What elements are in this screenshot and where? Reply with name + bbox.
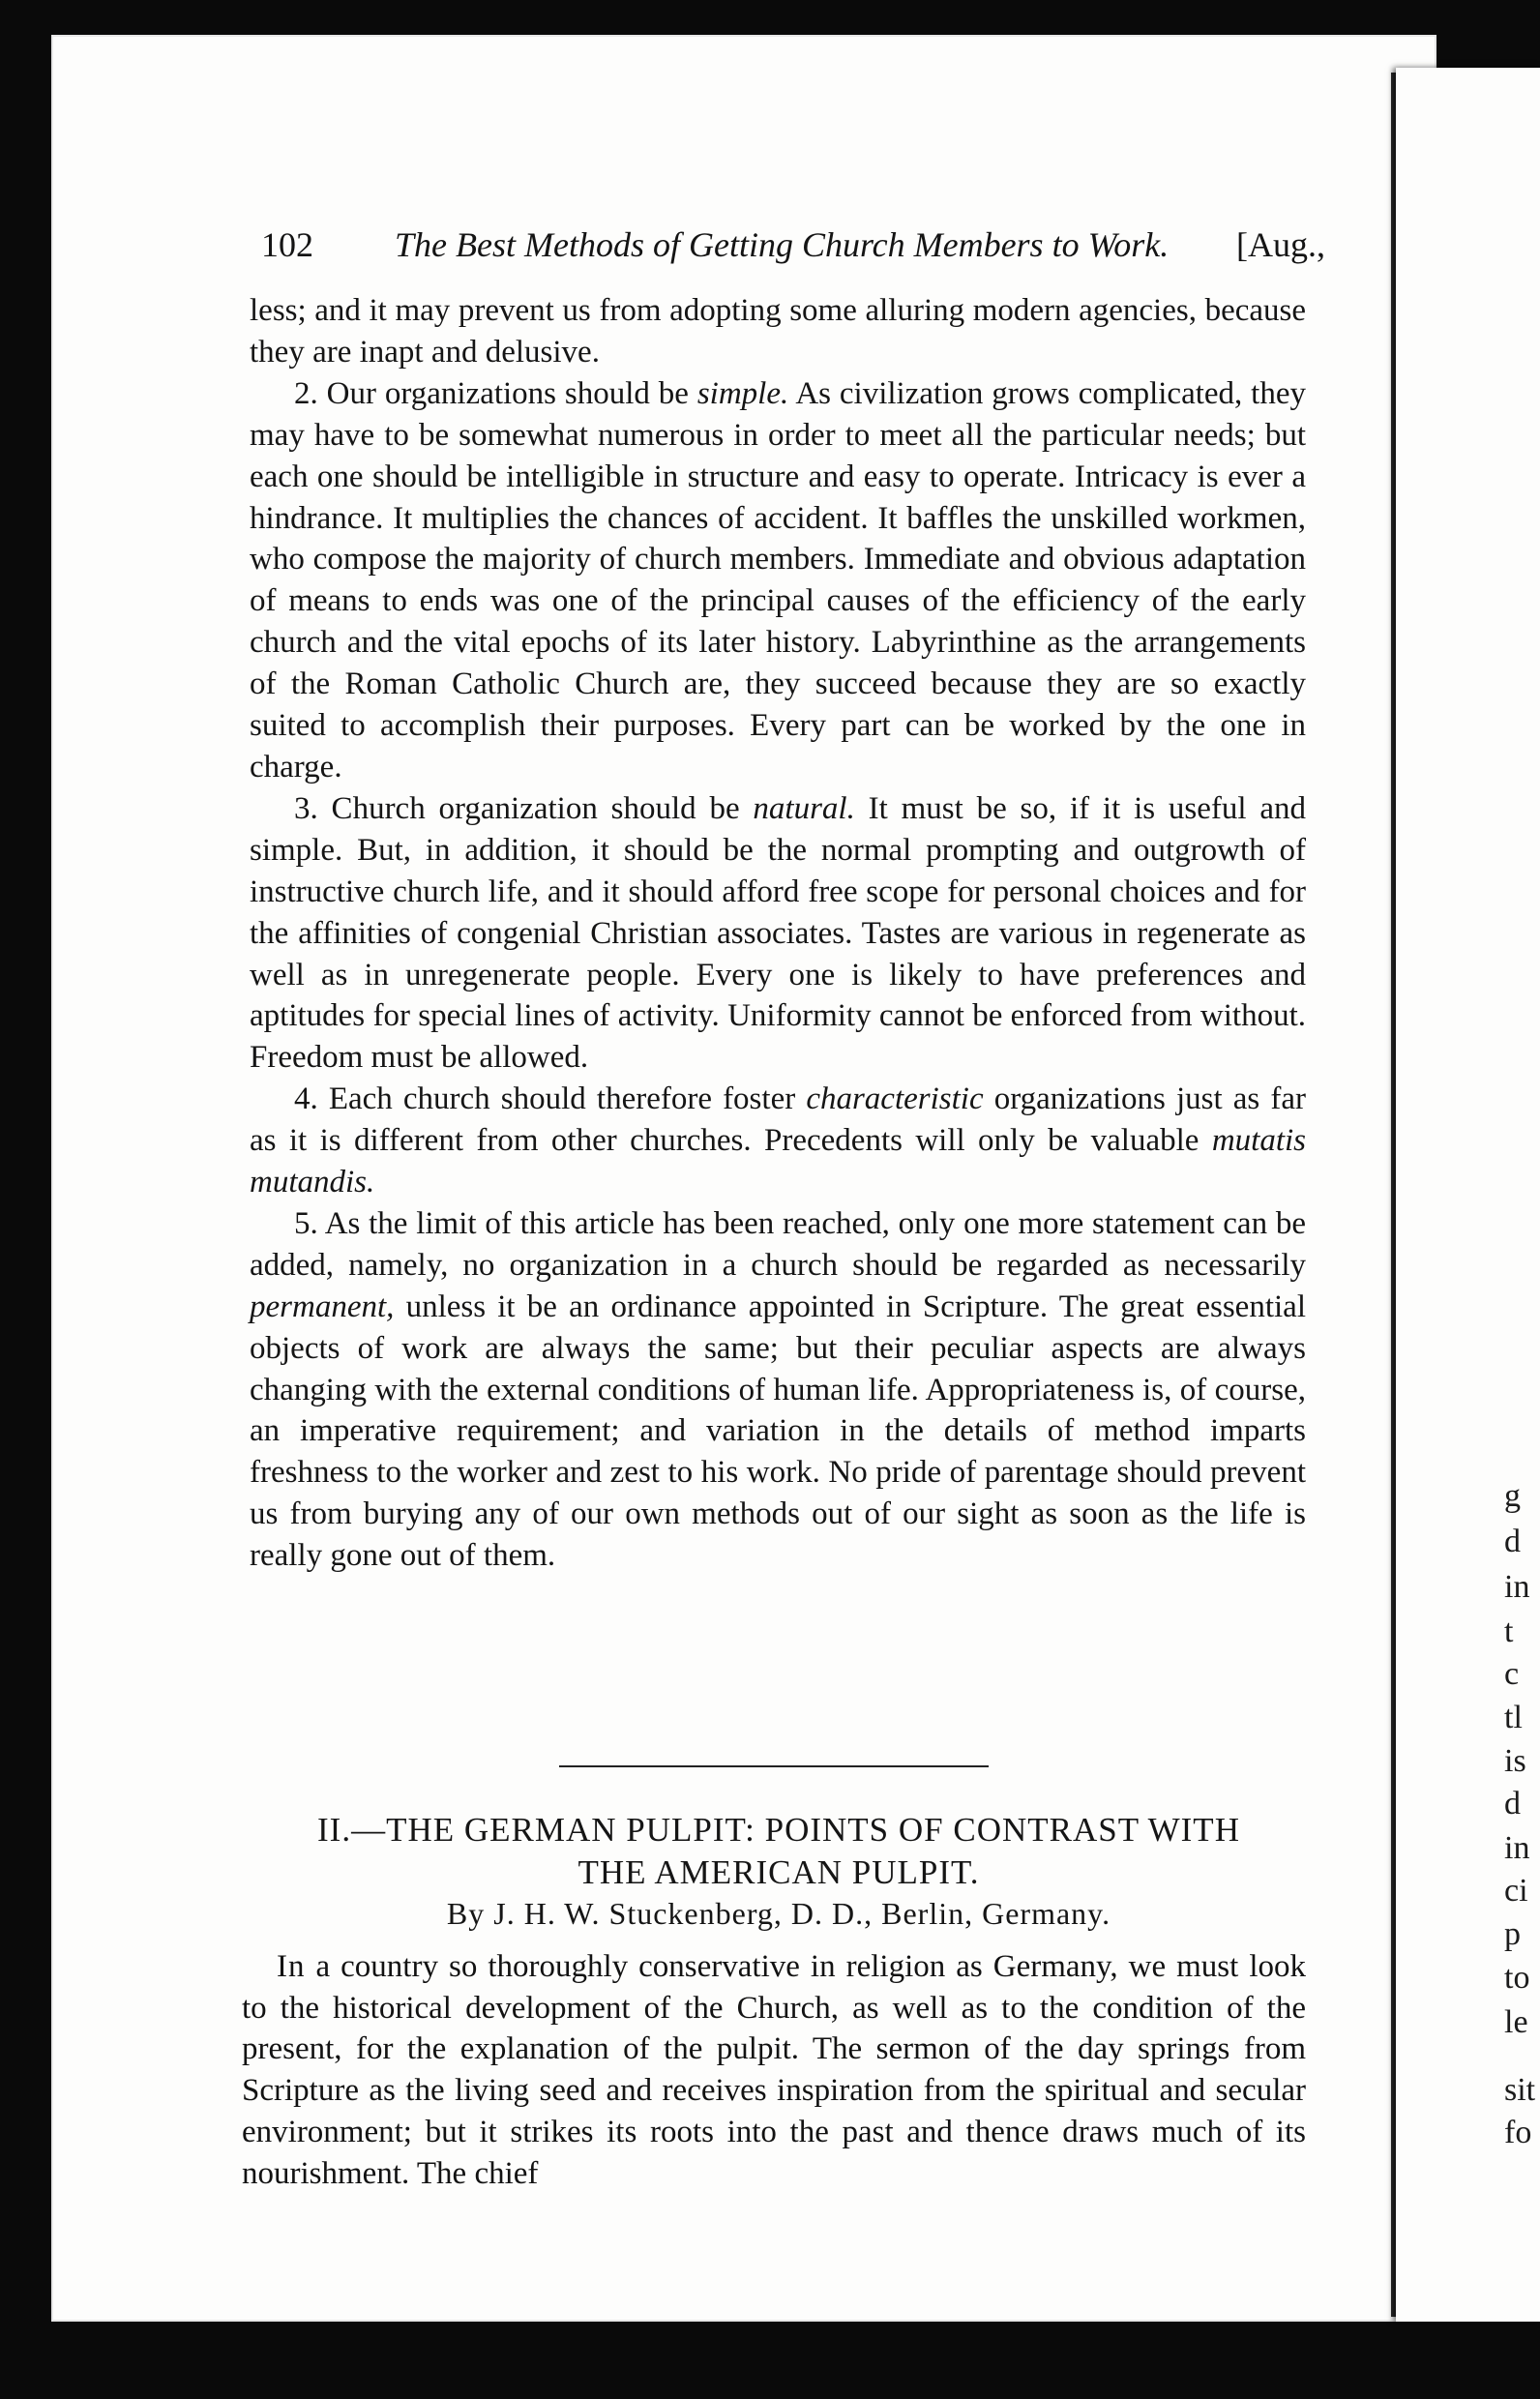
article-title-line-1: II.—THE GERMAN PULPIT: POINTS OF CONTRAST WITH [317, 1811, 1240, 1849]
article-continuation-text [250, 290, 1306, 1577]
emphasized-text: permanent, [250, 1288, 395, 1324]
lead-word: In [277, 1949, 306, 1984]
section-divider [559, 1765, 989, 1767]
adjacent-page-text-fragment: g [1504, 1478, 1521, 1514]
body-paragraph [250, 1079, 1306, 1203]
body-paragraph [250, 290, 1306, 373]
paragraph-text: 3. Church organization should be [294, 790, 754, 826]
adjacent-page-text-fragment: ci [1504, 1873, 1528, 1909]
body-paragraph [250, 788, 1306, 1079]
article-title [242, 1809, 1316, 1894]
article-byline: By J. H. W. Stuckenberg, D. D., Berlin, Germany. [446, 1896, 1111, 1931]
adjacent-page-text-fragment: in [1504, 1569, 1530, 1605]
paragraph-text: As civilization grows complicated, they may have to be somewhat numerous in order to meet all the particular needs; but each one should be intelligible in structure and easy to operate. Intricacy is ever a hindrance. It multiplies the chances of accident. It baffles the unskilled workmen, who compose the majority of church members. Immediate and obvious adaptation of means to ends was one of the principal causes of the efficiency of the early church and the vital epochs of its later history. Labyrinthine as the arrangements of the Roman Catholic Church are, they succeed because they are so exactly suited to accomplish their purposes. Every part can be worked by the one in charge. [250, 375, 1306, 785]
adjacent-page-text-fragment: fo [1504, 2115, 1532, 2150]
adjacent-page-text-fragment: in [1504, 1830, 1530, 1866]
adjacent-page-text-fragment: d [1504, 1786, 1521, 1821]
issue-month: [Aug., [1236, 225, 1325, 264]
running-header [261, 224, 1325, 273]
adjacent-page-text-fragment: tl [1504, 1700, 1523, 1735]
article-title-line-2: THE AMERICAN PULPIT. [578, 1853, 980, 1891]
emphasized-text: natural. [753, 790, 855, 826]
paragraph-text: organizations just as far as it is different from other churches. Precedents will only be valuable [250, 1081, 1306, 1159]
adjacent-page-text-fragment: t [1504, 1614, 1514, 1649]
paragraph-text: unless it be an ordinance appointed in Scripture. The great essential objects of work are always the same; but their peculiar aspects are always changing with the external conditions of human life. Appropriateness is, of course, an imperative requirement; and variation in the details of method imparts freshness to the worker and zest to his work. No pride of parentage should prevent us from burying any of our own methods out of our sight as soon as the life is really gone out of them. [250, 1288, 1306, 1574]
paragraph-text: 5. As the limit of this article has been reached, only one more statement can be added, namely, no organization in a church should be regarded as necessarily [250, 1205, 1306, 1283]
article-body [242, 1946, 1306, 2194]
adjacent-page-text-fragment: d [1504, 1524, 1521, 1559]
paragraph-text: less; and it may prevent us from adopting some alluring modern agencies, because they are inapt and delusive. [250, 293, 1306, 370]
page-number: 102 [261, 225, 313, 264]
adjacent-page-text-fragment: is [1504, 1743, 1526, 1779]
paragraph-text: 4. Each church should therefore foster [294, 1081, 807, 1117]
paragraph-text: 2. Our organizations should be [294, 375, 697, 411]
body-paragraph [250, 373, 1306, 788]
adjacent-page-text-fragment: c [1504, 1656, 1520, 1692]
paragraph-text: It must be so, if it is useful and simple. But, in addition, it should be the normal prompting and outgrowth of instructive church life, and it should afford free scope for personal choices and for the affinities of congenial Christian associates. Tastes are various in regenerate as well as in unregenerate people. Every one is likely to have preferences and aptitudes for special lines of activity. Uniformity cannot be enforced from without. Freedom must be allowed. [250, 790, 1306, 1076]
emphasized-text: simple. [696, 375, 789, 411]
running-title: The Best Methods of Getting Church Members to Work. [395, 225, 1170, 264]
emphasized-text: mutatis mutandis. [250, 1123, 1306, 1200]
article-body-text: a country so thoroughly conservative in religion as Germany, we must look to the historical development of the Church, as well as to the condition of the present, for the explanation of the pulpit. The sermon of the day springs from Scripture as the living seed and receives inspiration from the spiritual and secular environment; but it strikes its roots into the past and thence draws much of its nourishment. The chief [242, 1949, 1306, 2191]
adjacent-page-text-fragment: p [1504, 1916, 1521, 1952]
adjacent-page-text-fragment: to [1504, 1960, 1530, 1996]
adjacent-page-text-fragment: le [1504, 2004, 1528, 2040]
emphasized-text: characteristic [806, 1081, 984, 1117]
adjacent-page-text-fragment: sit [1504, 2072, 1536, 2108]
article-paragraph [242, 1946, 1306, 2194]
body-paragraph [250, 1203, 1306, 1577]
